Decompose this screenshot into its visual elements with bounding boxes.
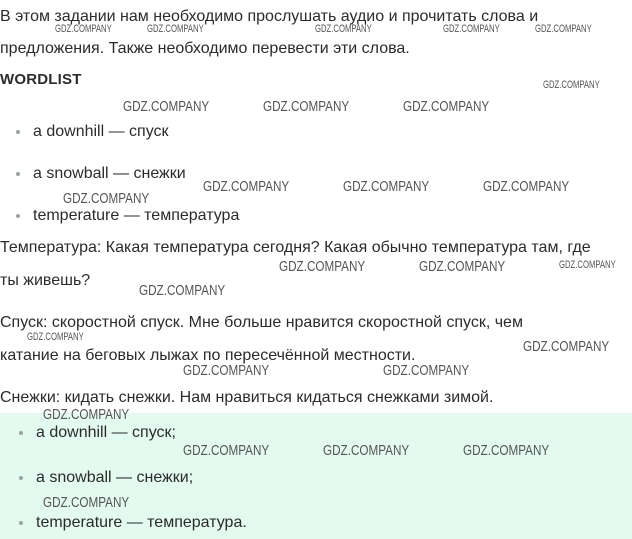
- watermark: GDZ.COMPANY: [483, 178, 570, 195]
- wordlist-item-text: a snowball — снежки: [33, 165, 186, 182]
- watermark: GDZ.COMPANY: [383, 362, 470, 379]
- watermark: GDZ.COMPANY: [263, 98, 350, 115]
- watermark: GDZ.COMPANY: [463, 442, 550, 459]
- example-downhill-line-1: Спуск: скоростной спуск. Мне больше нравится скоростной спуск, чем: [0, 314, 523, 331]
- answer-item-text: a snowball — снежки;: [36, 469, 194, 486]
- wordlist-item-text: temperature — температура: [33, 207, 240, 224]
- watermark: GDZ.COMPANY: [315, 23, 372, 35]
- watermark: GDZ.COMPANY: [203, 178, 290, 195]
- wordlist-heading: WORDLIST: [0, 71, 82, 88]
- watermark: GDZ.COMPANY: [43, 494, 130, 511]
- watermark: GDZ.COMPANY: [559, 259, 616, 271]
- bullet-icon: [19, 521, 23, 525]
- watermark: GDZ.COMPANY: [443, 23, 500, 35]
- watermark: GDZ.COMPANY: [27, 331, 84, 343]
- example-temperature-line-1: Температура: Какая температура сегодня? Какая обычно температура там, где: [0, 239, 591, 256]
- watermark: GDZ.COMPANY: [535, 23, 592, 35]
- watermark: GDZ.COMPANY: [543, 79, 600, 91]
- watermark: GDZ.COMPANY: [343, 178, 430, 195]
- bullet-icon: [16, 130, 20, 134]
- watermark: GDZ.COMPANY: [403, 98, 490, 115]
- watermark: GDZ.COMPANY: [419, 258, 506, 275]
- watermark: GDZ.COMPANY: [183, 362, 270, 379]
- watermark: GDZ.COMPANY: [123, 98, 210, 115]
- intro-line-2: предложения. Также необходимо перевести эти слова.: [0, 40, 410, 57]
- watermark: GDZ.COMPANY: [183, 442, 270, 459]
- example-downhill-line-2: катание на беговых лыжах по пересечённой местности.: [0, 347, 416, 364]
- watermark: GDZ.COMPANY: [43, 406, 130, 423]
- answer-box: [0, 413, 632, 539]
- intro-line-1: В этом задании нам необходимо прослушать аудио и прочитать слова и: [0, 8, 539, 25]
- example-temperature-line-2: ты живешь?: [0, 272, 91, 289]
- watermark: GDZ.COMPANY: [523, 338, 610, 355]
- watermark: GDZ.COMPANY: [279, 258, 366, 275]
- watermark: GDZ.COMPANY: [63, 190, 150, 207]
- watermark: GDZ.COMPANY: [323, 442, 410, 459]
- example-snowball-line-1: Снежки: кидать снежки. Нам нравиться кидаться снежками зимой.: [0, 389, 494, 406]
- watermark: GDZ.COMPANY: [55, 23, 112, 35]
- bullet-icon: [19, 476, 23, 480]
- watermark: GDZ.COMPANY: [139, 282, 226, 299]
- watermark: GDZ.COMPANY: [147, 23, 204, 35]
- bullet-icon: [19, 431, 23, 435]
- wordlist-item-text: a downhill — спуск: [33, 123, 169, 140]
- bullet-icon: [16, 214, 20, 218]
- answer-item-text: temperature — температура.: [36, 514, 247, 531]
- bullet-icon: [16, 172, 20, 176]
- answer-item-text: a downhill — спуск;: [36, 424, 176, 441]
